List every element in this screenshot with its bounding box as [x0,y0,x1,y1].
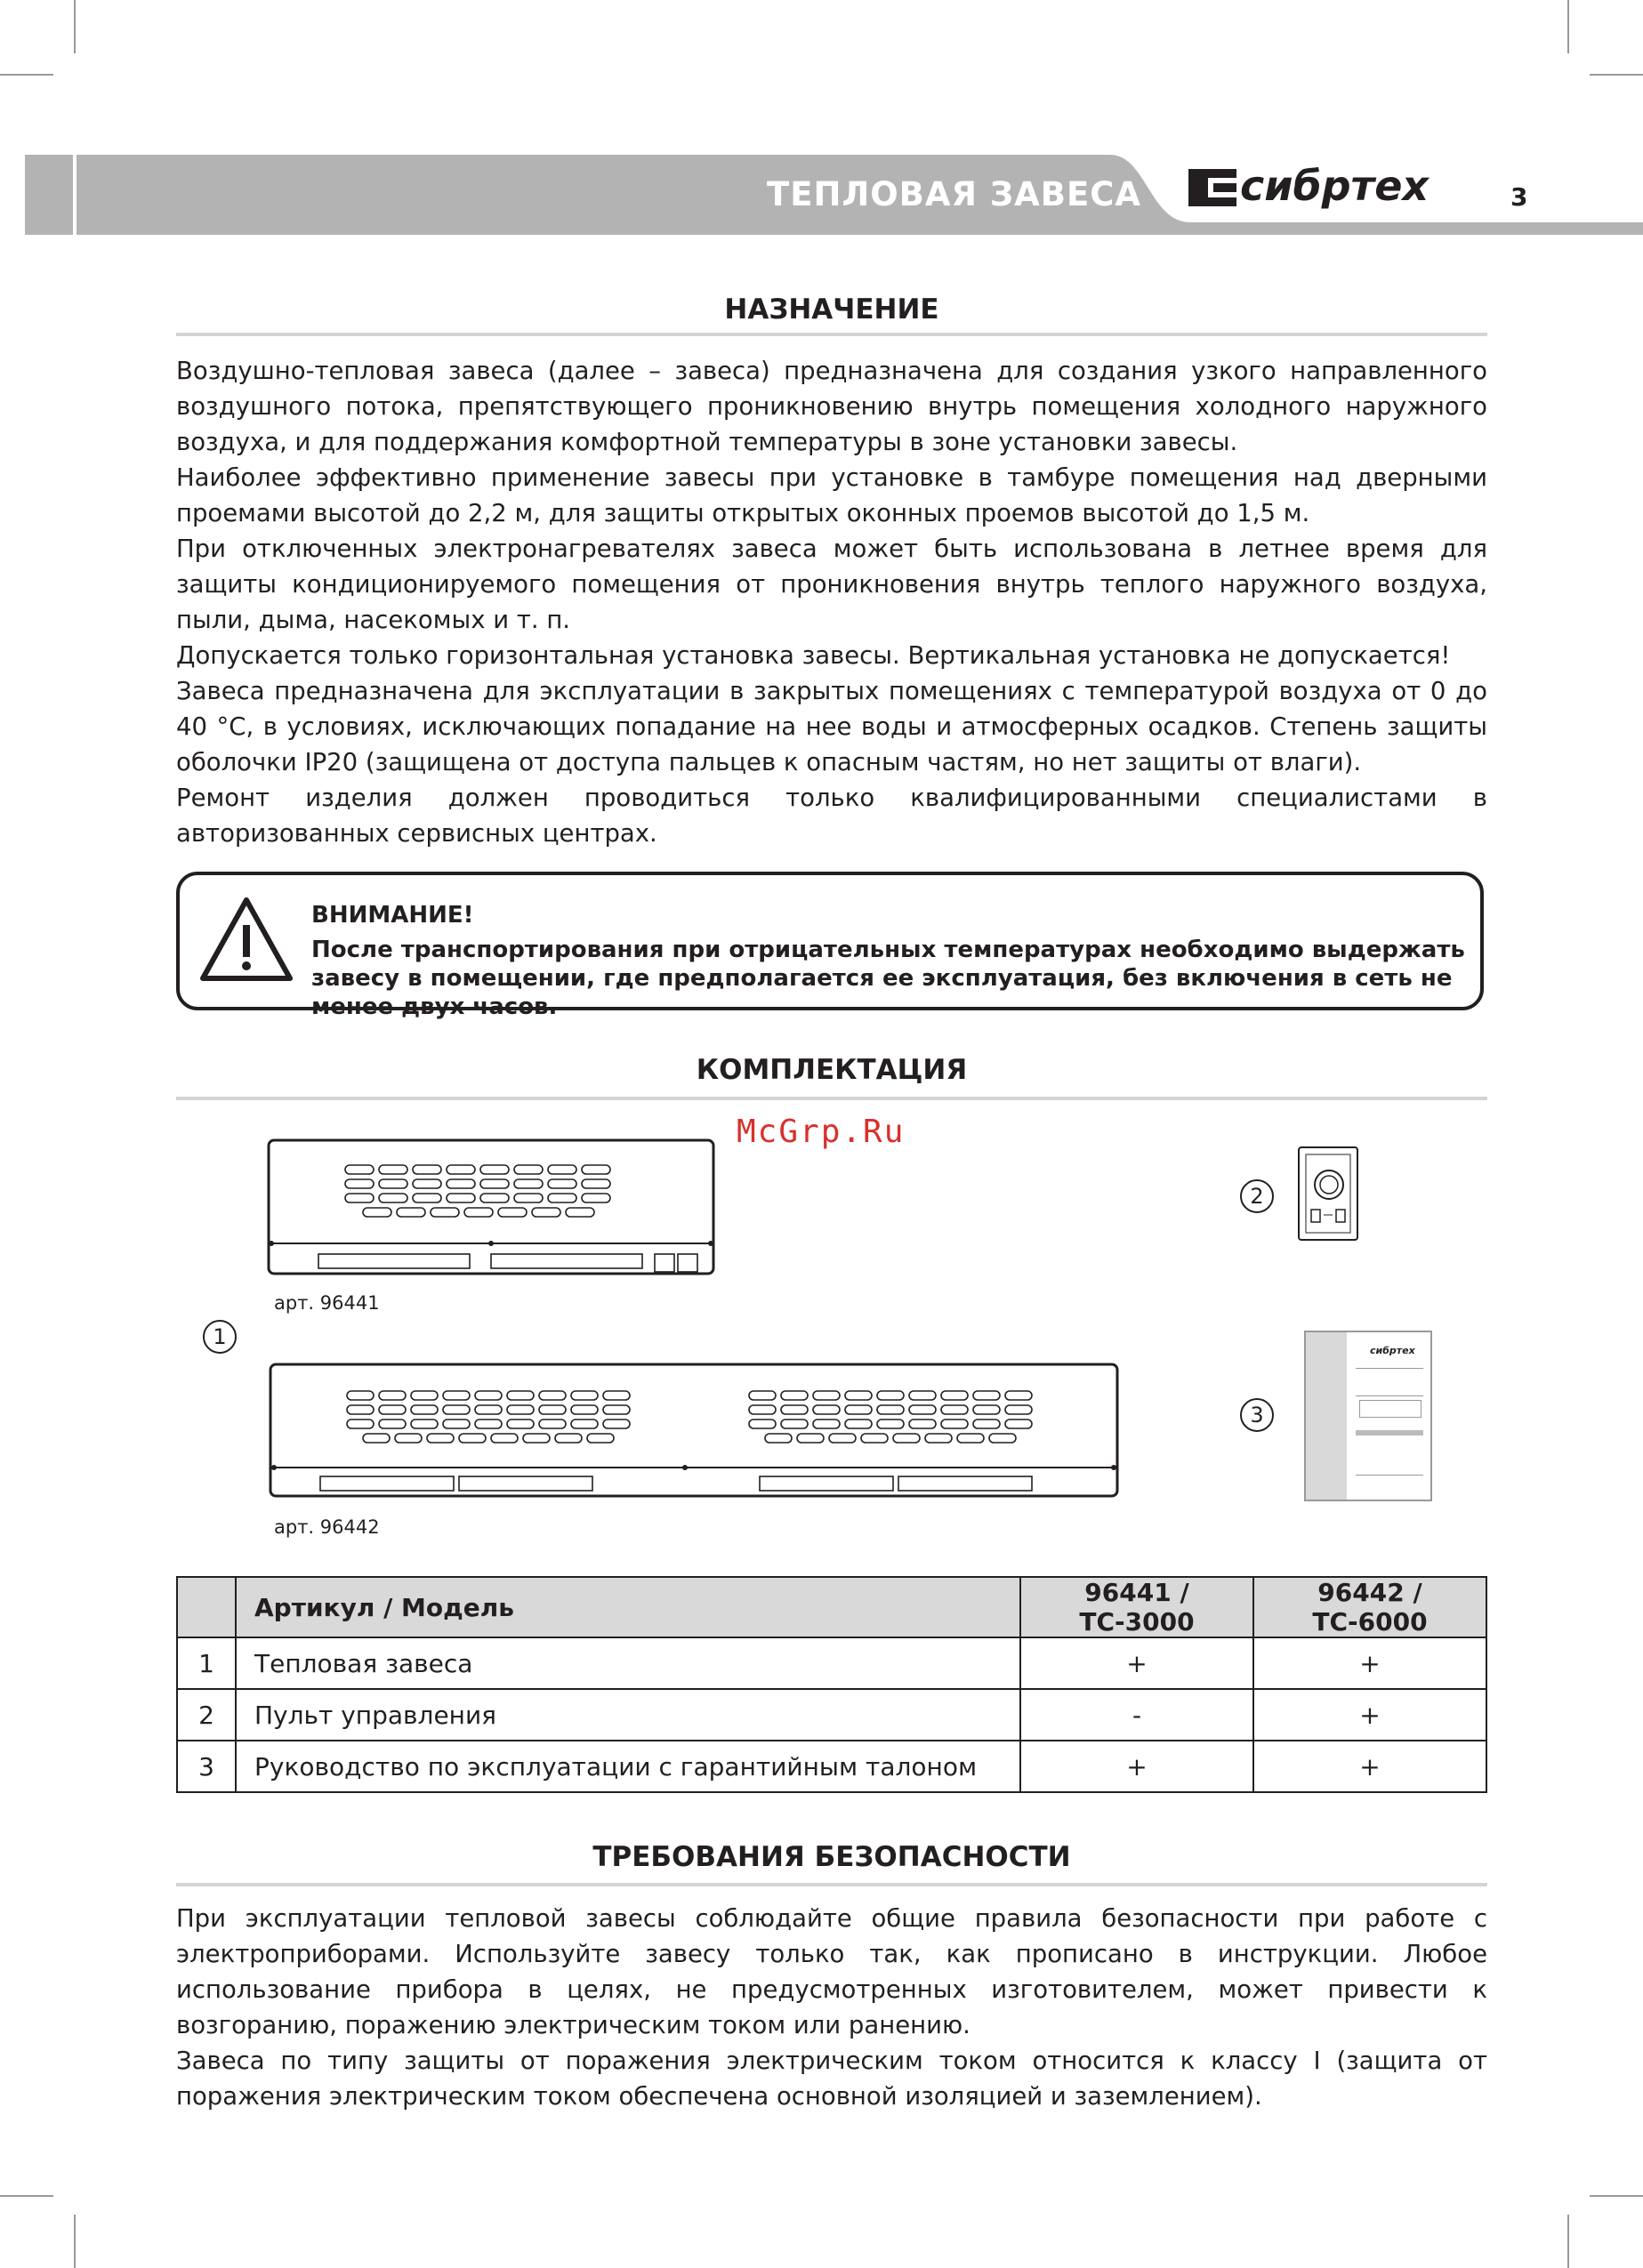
document-title: ТЕПЛОВАЯ ЗАВЕСА [767,175,1142,213]
table-row [177,1741,1486,1792]
warning-box [176,872,1484,1020]
article-label-96442: арт. 96442 [274,1516,380,1538]
manual-lines [1356,1368,1423,1396]
brand-name: сибртех [1240,162,1430,210]
manual-brand: сибртех [1370,1345,1415,1356]
crop-mark [74,0,76,53]
section-divider [176,1883,1487,1886]
paragraph: Завеса по типу защиты от поражения электрическим током относится к классу I (защита от поражения электрическим током обеспечена основной изоляцией и заземлением). [176,2047,1487,2111]
remote-control-illustration [1297,1146,1361,1243]
crop-mark [1567,0,1569,53]
warning-text: После транспортирования при отрицательных температурах необходимо выдержать завесу в помещении, где предполагается ее эксплуатация, без включения в сеть не менее двух часов. [311,937,1465,1020]
curtain-96442-illustration [269,1363,1123,1505]
table-cell: 1 [177,1637,236,1689]
manual-image [1359,1400,1422,1418]
paragraph: Ремонт изделия должен проводиться только квалифицированными специалистами в авторизованных сервисных центрах. [176,784,1487,848]
table-row [177,1689,1486,1741]
table-header-cell [177,1577,236,1637]
warning-triangle-icon [197,895,295,984]
table-header-cell: Артикул / Модель [236,1577,1020,1637]
paragraph: При отключенных электронагревателях завеса может быть использована в летнее время для защиты кондиционируемого помещения от проникновения внутрь теплого наружного воздуха, пыли, дыма, насекомых и т. п. [176,535,1487,634]
table-cell: Пульт управления [236,1689,1020,1741]
manual-cover-strip [1306,1332,1347,1500]
callout-1: 1 [203,1320,237,1354]
table-cell: Руководство по эксплуатации с гарантийным талоном [236,1741,1020,1792]
paragraph: Допускается только горизонтальная установка завесы. Вертикальная установка не допускается! [176,641,1451,670]
page-number: 3 [1510,182,1528,212]
section-divider [176,1097,1487,1100]
paragraph: При эксплуатации тепловой завесы соблюдайте общие правила безопасности при работе с электроприборами. Используйте завесу только так, как прописано в инструкции. Любое использование прибора в целях, не предусмотренных изготовителем, может привести к возгоранию, поражению электрическим током или ранению. [176,1904,1487,2039]
section-title-purpose: НАЗНАЧЕНИЕ [724,294,939,326]
table-header-row [177,1577,1486,1637]
table-cell: Тепловая завеса [236,1637,1020,1689]
paragraph: Воздушно-тепловая завеса (далее – завеса) предназначена для создания узкого направленного воздушного потока, препятствующего проникновению внутрь помещения холодного наружного воздуха, и для поддержания комфортной температуры в зоне установки завесы. [176,357,1487,456]
callout-2: 2 [1240,1179,1274,1213]
manual-lines [1356,1430,1423,1436]
brand-mark-icon [1181,164,1244,212]
table-cell: 2 [177,1689,236,1741]
section-title-kit: КОМПЛЕКТАЦИЯ [696,1054,968,1086]
table-cell: + [1253,1741,1486,1792]
table-header-cell: 96441 / ТС-3000 [1020,1577,1253,1637]
crop-mark [1590,74,1643,76]
paragraph: Наиболее эффективно применение завесы при установке в тамбуре помещения над дверными проемами высотой до 2,2 м, для защиты открытых оконных проемов высотой до 1,5 м. [176,463,1487,527]
kit-table [176,1576,1487,1793]
table-cell: + [1253,1689,1486,1741]
table-row [177,1637,1486,1689]
purpose-text [176,353,1487,851]
crop-mark [74,2215,76,2268]
crop-mark [1567,2215,1569,2268]
crop-mark [1590,2195,1643,2197]
crop-mark [0,74,53,76]
callout-3: 3 [1240,1398,1274,1432]
safety-text [176,1901,1487,2114]
table-cell: + [1253,1637,1486,1689]
table-header-cell: 96442 / ТС-6000 [1253,1577,1486,1637]
article-label-96441: арт. 96441 [274,1292,380,1314]
table-cell: - [1020,1689,1253,1741]
section-title-safety: ТРЕБОВАНИЯ БЕЗОПАСНОСТИ [592,1841,1071,1873]
table-cell: + [1020,1637,1253,1689]
paragraph: Завеса предназначена для эксплуатации в закрытых помещениях с температурой воздуха от 0 до 40 °С, в условиях, исключающих попадание на нее воды и атмосферных осадков. Степень защиты оболочки IP20 (защищена от доступа пальцев к опасным частям, но нет защиты от влаги). [176,677,1487,776]
manual-lines [1356,1475,1423,1490]
section-divider [176,333,1487,336]
curtain-96441-illustration [267,1138,721,1290]
user-manual-illustration [1304,1331,1432,1501]
watermark: McGrp.Ru [737,1114,906,1150]
table-cell: 3 [177,1741,236,1792]
crop-mark [0,2195,53,2197]
table-cell: + [1020,1741,1253,1792]
warning-heading: ВНИМАНИЕ! [311,902,474,929]
